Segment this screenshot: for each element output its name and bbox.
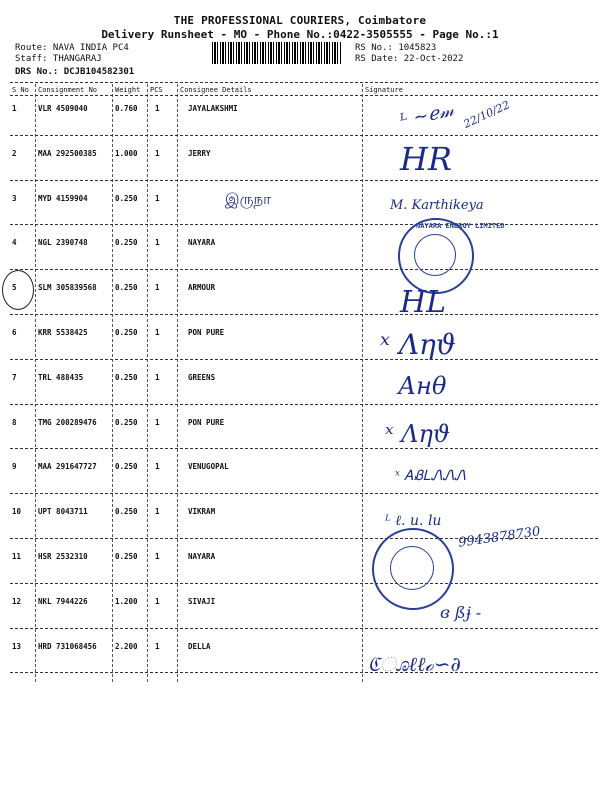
cell-sno: 4 [12,238,17,248]
cell-weight: 0.250 [115,507,138,517]
cell-sno: 12 [12,596,22,606]
row-divider [10,180,598,181]
col-header-signature: Signature [365,86,403,94]
cell-consignee: PON PURE [188,417,225,427]
cell-sno: 3 [12,193,17,203]
row-divider [10,224,598,225]
cell-pcs: 1 [155,238,160,248]
table-rule [10,95,598,96]
cell-pcs: 1 [155,104,160,113]
cell-consignment: MAA 292500385 [38,148,97,158]
signature-row3: M. Karthikeya [390,198,484,213]
row-divider [10,448,598,449]
col-header-weight: Weight [115,86,141,94]
row-divider [10,404,598,405]
cell-weight: 0.250 [115,372,138,382]
cell-consignment: HRD 731068456 [38,641,97,651]
row-divider [10,269,598,270]
barcode [212,42,342,64]
col-header-pcs: PCS [150,86,163,94]
row-divider [10,135,598,136]
cell-sno: 1 [12,104,17,113]
cell-pcs: 1 [155,552,160,561]
drs-label: DRS No.: DCJB104582301 [15,67,135,77]
col-header-consignee: Consignee Details [180,86,252,94]
cell-sno: 7 [12,372,17,382]
table-rule [10,82,598,83]
cell-pcs: 1 [155,417,160,427]
cell-pcs: 1 [155,193,160,203]
cell-pcs: 1 [155,507,160,517]
cell-consignee: JAYALAKSHMI [188,104,238,113]
cell-sno: 8 [12,417,17,427]
row-divider [10,628,598,629]
runsheet-subtitle: Delivery Runsheet - MO - Phone No.:0422-3505555 - Page No.:1 [101,28,499,41]
cell-consignee: GREENS [188,372,216,382]
cell-pcs: 1 [155,462,160,472]
cell-consignee: NAYARA [188,238,216,248]
company-seal-emblem [414,234,456,276]
signature-row9: ˣ ᎪᏰᏞᏁᏁᏁ [395,468,466,484]
signature-row13: ℭೂℓℓℴ∽∂ [368,652,461,676]
cell-consignee: VENUGOPAL [188,462,229,472]
cell-weight: 0.250 [115,238,138,248]
cell-consignee: VIKRAM [188,507,216,517]
cell-consignment: SLM 305839568 [38,283,97,293]
signature-row8: ˣ Ληϑ [385,420,451,448]
circle-mark [2,270,34,310]
cell-pcs: 1 [155,148,160,158]
cell-weight: 0.250 [115,283,138,293]
rs-number: RS No.: 1045823 [355,43,437,53]
cell-consignee: PON PURE [188,328,225,337]
cell-pcs: 1 [155,328,160,337]
cell-sno: 9 [12,462,17,472]
row-divider [10,583,598,584]
column-divider [362,84,363,682]
column-divider [35,84,36,682]
cell-weight: 1.200 [115,596,138,606]
cell-sno: 6 [12,328,17,337]
seal-text: NAYARA ENERGY LIMITED [416,222,505,230]
cell-pcs: 1 [155,372,160,382]
tamil-note-row3: இருநா [225,190,271,208]
signature-row1: ᴸ ~ℯ𝓂 [398,99,456,132]
cell-sno: 10 [12,507,22,517]
column-divider [112,84,113,682]
cell-weight: 0.250 [115,552,138,561]
staff-label: Staff: THANGARAJ [15,54,102,64]
cell-consignment: NKL 7944226 [38,596,88,606]
col-header-consignment: Consignment No [38,86,98,94]
cell-weight: 2.200 [115,641,138,651]
cell-sno: 13 [12,641,22,651]
row-divider [10,493,598,494]
cell-consignee: JERRY [188,148,211,158]
cell-consignment: UPT 8043711 [38,507,88,517]
cell-consignment: KRR 5538425 [38,328,88,337]
signature-row2: HR [400,140,452,178]
cell-consignee: SIVAJI [188,596,216,606]
cell-consignment: HSR 2532310 [38,552,88,561]
cell-consignee: NAYARA [188,552,216,561]
cell-weight: 0.250 [115,193,138,203]
cell-consignee: DELLA [188,641,211,651]
column-divider [177,84,178,682]
cell-weight: 0.760 [115,104,138,113]
cell-consignment: MYD 4159904 [38,193,88,203]
column-divider [147,84,148,682]
cell-consignment: NGL 2390748 [38,238,88,248]
signature-row7: Анθ [398,372,447,400]
cell-weight: 0.250 [115,462,138,472]
row-divider [10,359,598,360]
signature-row5: HL [400,285,447,320]
signature-row10: ᴸ ℓ. u. lu [385,513,442,529]
row-divider [10,314,598,315]
row-divider [10,672,598,673]
cell-consignee: ARMOUR [188,283,216,293]
signature-row12: ɞ ßɉ - [440,603,482,622]
cell-sno: 5 [12,283,17,293]
col-header-sno: S No [12,86,29,94]
cell-pcs: 1 [155,283,160,293]
cell-weight: 0.250 [115,328,138,337]
company-seal-2-emblem [390,546,434,590]
cell-consignment: TRL 488435 [38,372,84,382]
phone-row10: 9943878730 [457,524,542,551]
cell-sno: 11 [12,552,22,561]
cell-weight: 1.000 [115,148,138,158]
cell-sno: 2 [12,148,17,158]
cell-pcs: 1 [155,641,160,651]
signature-row6: ˣ Ληϑ [380,328,456,361]
cell-consignment: VLR 4509040 [38,104,88,113]
company-title: THE PROFESSIONAL COURIERS, Coimbatore [173,14,427,27]
route-label: Route: NAVA INDIA PC4 [15,43,129,53]
cell-pcs: 1 [155,596,160,606]
rs-date: RS Date: 22-Oct-2022 [355,54,464,64]
cell-weight: 0.250 [115,417,138,427]
date-row1: 22/10/22 [461,98,512,131]
cell-consignment: TMG 200289476 [38,417,97,427]
cell-consignment: MAA 291647727 [38,462,97,472]
